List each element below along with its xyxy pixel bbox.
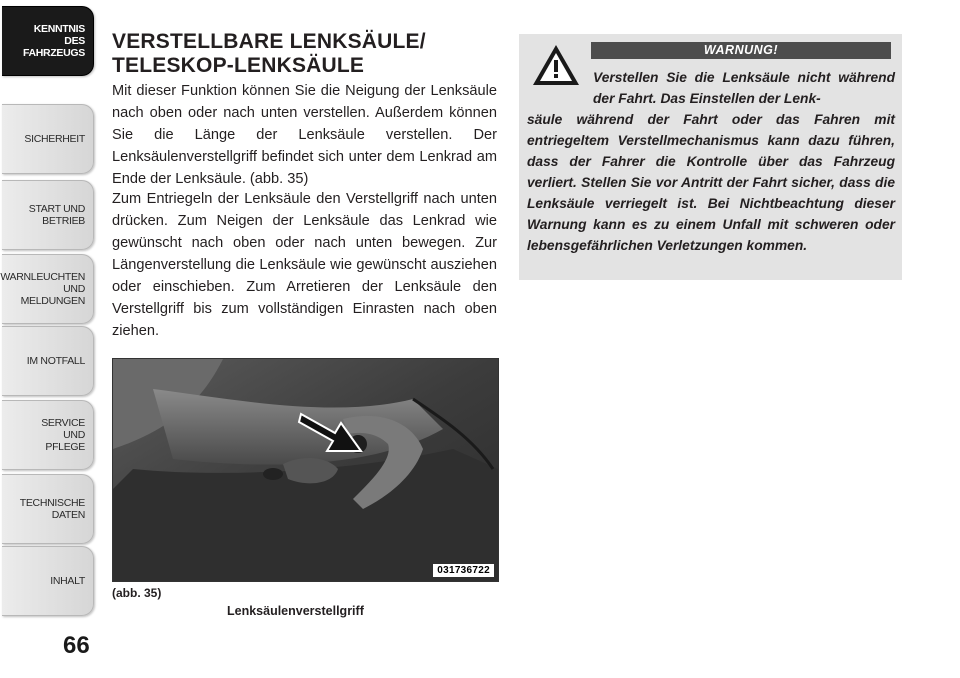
steering-column-photo bbox=[112, 358, 499, 582]
tab-start-und-betrieb[interactable]: START UND BETRIEB bbox=[2, 180, 94, 250]
page-number: 66 bbox=[63, 632, 90, 659]
tab-service-und-pflege[interactable]: SERVICE UND PFLEGE bbox=[2, 400, 94, 470]
warning-text bbox=[527, 67, 895, 256]
figure-reference: (abb. 35) bbox=[112, 586, 162, 600]
warning-box bbox=[519, 34, 902, 280]
figure-code: 031736722 bbox=[433, 564, 494, 577]
figure-caption: Lenksäulenverstellgriff bbox=[227, 604, 364, 618]
tab-technische-daten[interactable]: TECHNISCHE DATEN bbox=[2, 474, 94, 544]
tab-inhalt[interactable]: INHALT bbox=[2, 546, 94, 616]
tab-kenntnis-des-fahrzeugs[interactable]: KENNTNIS DES FAHRZEUGS bbox=[2, 6, 94, 76]
chapter-tab-nav bbox=[0, 0, 97, 678]
tab-warnleuchten-und-meldungen[interactable]: WARNLEUCHTEN UND MELDUNGEN bbox=[2, 254, 94, 324]
tab-im-notfall[interactable]: IM NOTFALL bbox=[2, 326, 94, 396]
steering-column-illustration bbox=[113, 359, 498, 581]
warning-text-rest: säule während der Fahrt oder das Fahren mit entriegeltem Verstellmechanismus kann dazu führen, dass der Fahrer die Kontrolle über das Fahrzeug verliert. Stellen Sie vor Antritt der Fahrt sicher, dass die Lenksäule verriegelt ist. Bei Nichtbeachtung dieser Warnung kann es zu einem Unfall mit schweren oder lebensgefährlichen Verletzungen kommen. bbox=[527, 112, 895, 253]
body-paragraph-1: Mit dieser Funktion können Sie die Neigung der Lenksäule nach oben oder nach unten verstellen. Außerdem können Sie die Länge der Lenksäule verstellen. Der Lenksäulenverstellgriff befindet sich unter dem Lenkrad am Ende der Lenksäule. (abb. 35) bbox=[112, 83, 497, 187]
tab-sicherheit[interactable]: SICHERHEIT bbox=[2, 104, 94, 174]
body-paragraph-2: Zum Entriegeln der Lenksäule den Verstellgriff nach unten drücken. Zum Neigen der Lenksäule das Lenkrad wie gewünscht nach oben oder nach unten bewegen. Zur Längenverstellung die Lenksäule wie gewünscht ausziehen oder einschieben. Zum Arretieren der Lenksäule den Verstellgriff bis zum vollständigen Einrasten nach oben ziehen. bbox=[112, 191, 497, 339]
warning-text-indented: Verstellen Sie die Lenksäule nicht während der Fahrt. Das Einstellen der Lenk- bbox=[593, 70, 895, 106]
warning-title: WARNUNG! bbox=[591, 42, 891, 59]
section-heading: VERSTELLBARE LENKSÄULE/ TELESKOP-LENKSÄULE bbox=[112, 30, 426, 77]
